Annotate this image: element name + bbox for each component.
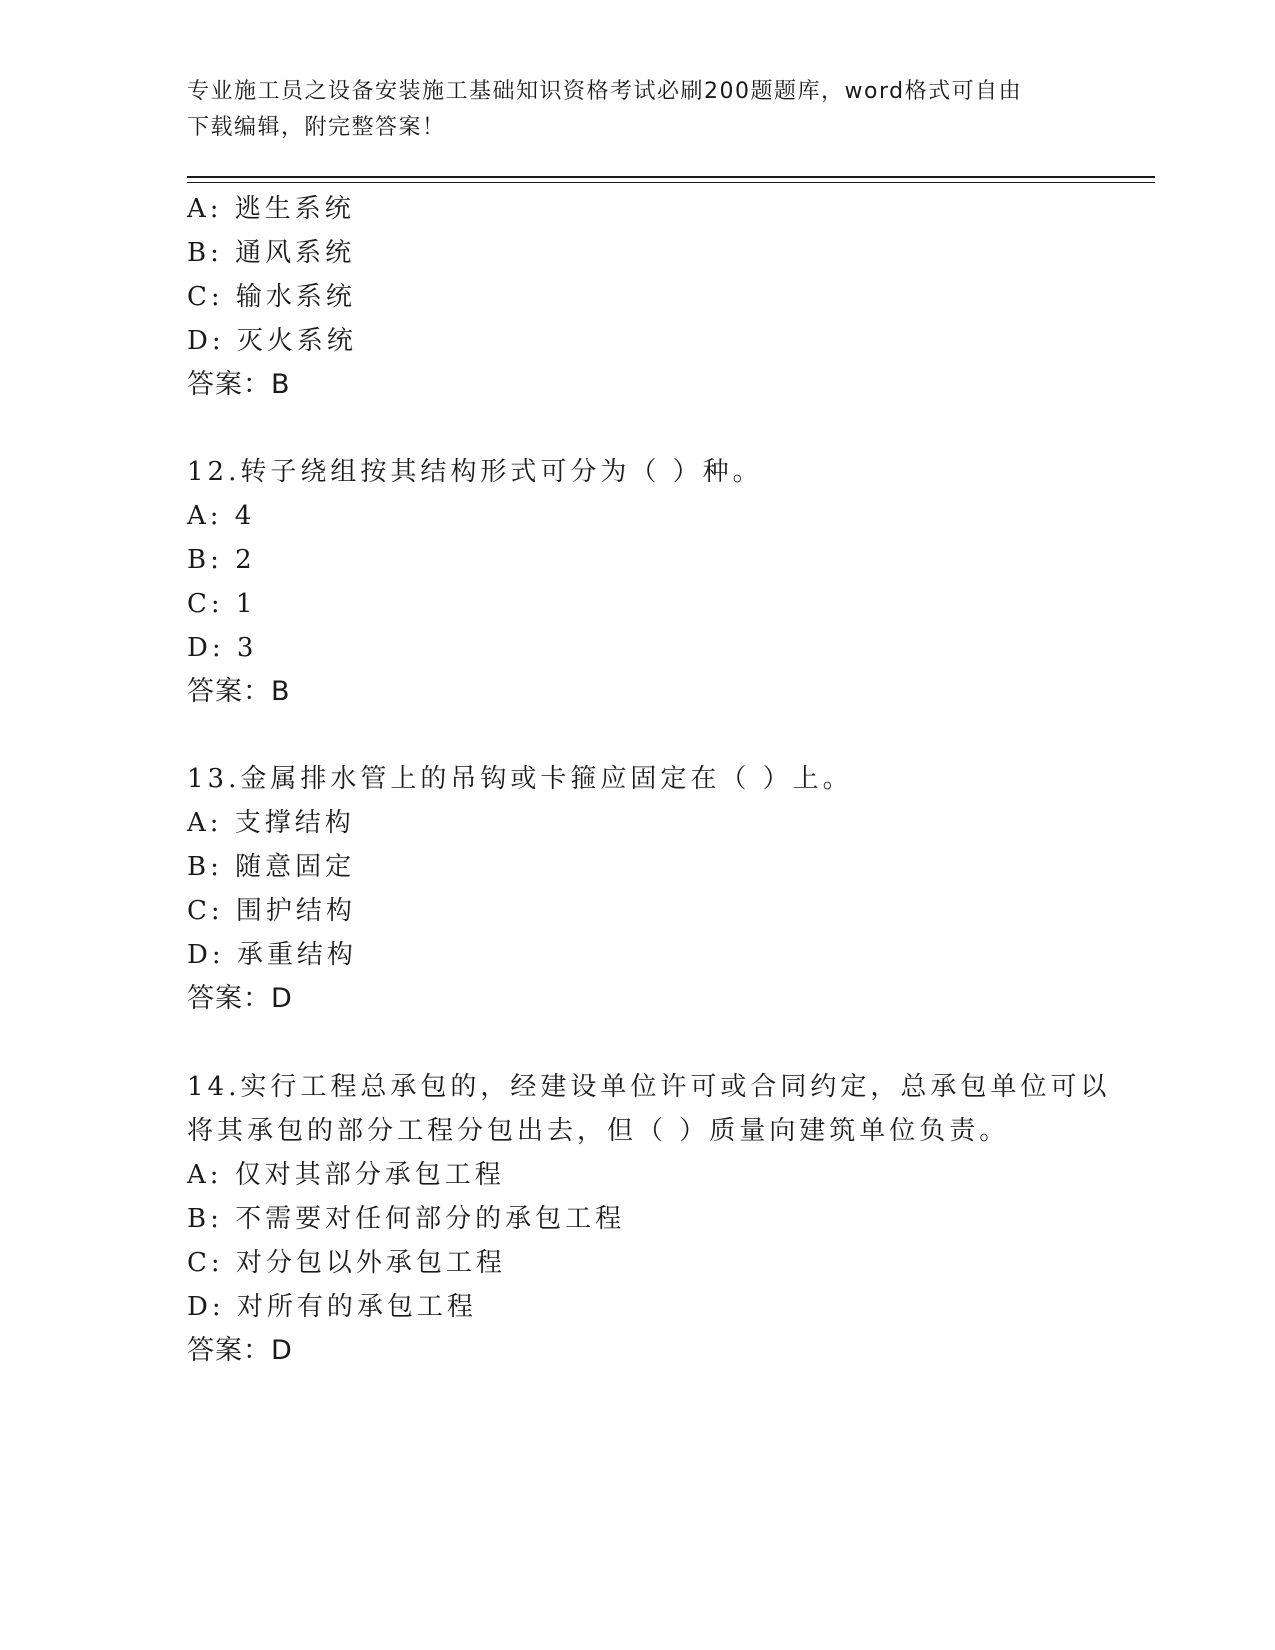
q13-option-b: B: 随意固定 (187, 852, 356, 882)
header-title-line-2: 下载编辑，附完整答案！ (187, 115, 446, 140)
q11-answer: 答案：B (187, 369, 291, 400)
q11-option-a: A: 逃生系统 (187, 194, 355, 224)
q12-option-b: B: 2 (187, 545, 256, 575)
q14-option-b: B: 不需要对任何部分的承包工程 (187, 1204, 626, 1234)
header-title-line-1: 专业施工员之设备安装施工基础知识资格考试必刷200题题库，word格式可自由 (187, 79, 1023, 104)
q14-option-c: C: 对分包以外承包工程 (187, 1248, 506, 1278)
q13-option-d: D: 承重结构 (187, 940, 357, 970)
q13-option-a: A: 支撑结构 (187, 808, 355, 838)
header-divider-thin (187, 182, 1155, 183)
q12-option-d: D: 3 (187, 633, 258, 663)
q11-option-c: C: 输水系统 (187, 282, 356, 312)
header-divider-thick (187, 176, 1155, 178)
q14-answer: 答案：D (187, 1335, 293, 1366)
q11-option-d: D: 灭火系统 (187, 326, 357, 356)
q14-option-d: D: 对所有的承包工程 (187, 1292, 477, 1322)
q14-question-line-2: 将其承包的部分工程分包出去，但（ ）质量向建筑单位负责。 (187, 1116, 1010, 1146)
q11-option-b: B: 通风系统 (187, 238, 356, 268)
q13-answer: 答案：D (187, 983, 293, 1014)
q12-question: 12.转子绕组按其结构形式可分为（ ）种。 (187, 457, 763, 487)
q12-option-c: C: 1 (187, 589, 257, 619)
document-header (187, 74, 1077, 146)
q13-option-c: C: 围护结构 (187, 896, 356, 926)
q14-question-line-1: 14.实行工程总承包的，经建设单位许可或合同约定，总承包单位可以 (187, 1072, 1111, 1102)
q12-option-a: A: 4 (187, 501, 256, 531)
q14-option-a: A: 仅对其部分承包工程 (187, 1160, 505, 1190)
q13-question: 13.金属排水管上的吊钩或卡箍应固定在（ ）上。 (187, 764, 853, 794)
q12-answer: 答案：B (187, 676, 291, 707)
